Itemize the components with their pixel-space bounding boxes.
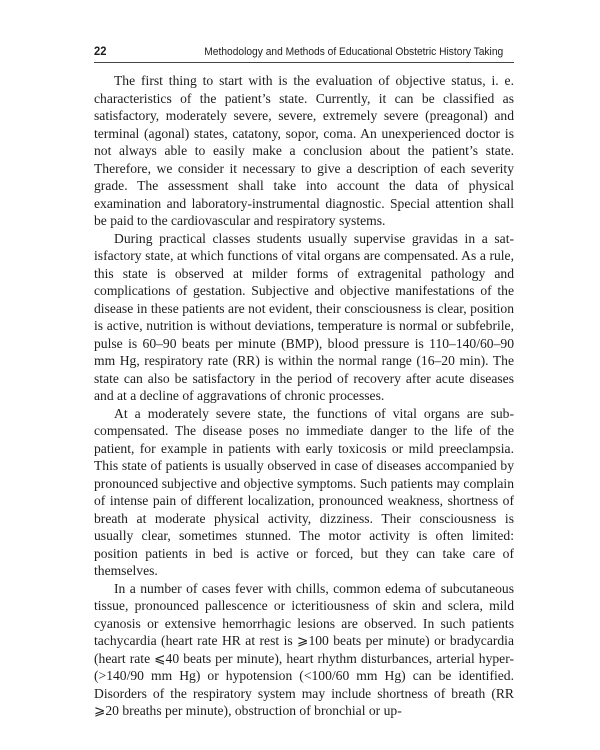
body-text xyxy=(94,72,514,720)
paragraph-clinical-signs: In a number of cases fever with chills, common edema of subcutaneous tissue, pronounced pallescence or icteritiousness of skin and sclera, mild cyanosis or extensive hemorrhagic lesions are observed. In such patients tachycardia (heart rate HR at rest is ⩾100 beats per minute) or bradycardia (heart rate ⩽40 beats per minute), heart rhythm disturbances, arterial hyper- (>140/90 mm Hg) or hypotension (<100/60 mm Hg) can be identified. Disorders of the respiratory system may include shortness of breath (RR ⩾20 breaths per minute), obstruction of bronchial or up- xyxy=(94,580,514,718)
paragraph-moderately-severe-state: At a moderately severe state, the functions of vital organs are subcompensated. The disease poses no immediate danger to the life of the patient, for example in patients with early toxicosis or mild preeclampsia. This state of patients is usually observed in case of diseases accompanied by pronounced subjective and objective symptoms. Such patients may complain of intense pain of different localization, pronounced weakness, shortness of breath at moderate physical activity, dizziness. Their consciousness is usually clear, sometimes stunned. The motor activity is often limited: position patients in bed is active or forced, but they can take care of themselves. xyxy=(94,405,514,578)
header-rule xyxy=(94,62,514,63)
paragraph-satisfactory-state: During practical classes students usually supervise gravidas in a satisfactory state, at which functions of vital organs are compensated. As a rule, this state is observed at milder forms of extragenital pathology and complications of gestation. Subjective and objective manifestations of the disease in these patients are not evident, their consciousness is clear, position is active, nutrition is without deviations, temperature is normal or subfebrile, pulse is 60–90 beats per minute (BMP), blood pressure is 110–140/60–90 mm Hg, respiratory rate (RR) is within the normal range (16–20 min). The state can also be satisfactory in the period of recovery after acute diseases and at a decline of aggravations of chronic processes. xyxy=(94,230,514,403)
page-number: 22 xyxy=(94,44,107,58)
running-head xyxy=(94,44,503,58)
paragraph-objective-status: The first thing to start with is the evaluation of objective status, i. e. characteristics of the patient’s state. Currently, it can be classified as satisfactory, moderately severe, severe, extremely severe (preagonal) and terminal (agonal) states, catatony, sopor, coma. An unexperienced doctor is not always able to easily make a conclusion about the patient’s state. Therefore, we consider it necessary to give a description of each severity grade. The assessment shall take into account the data of physical examination and laboratory-instrumental diagnostic. Special attention shall be paid to the cardiovascular and respiratory systems. xyxy=(94,73,514,228)
running-title: Methodology and Methods of Educational Obstetric History Taking xyxy=(204,46,504,58)
